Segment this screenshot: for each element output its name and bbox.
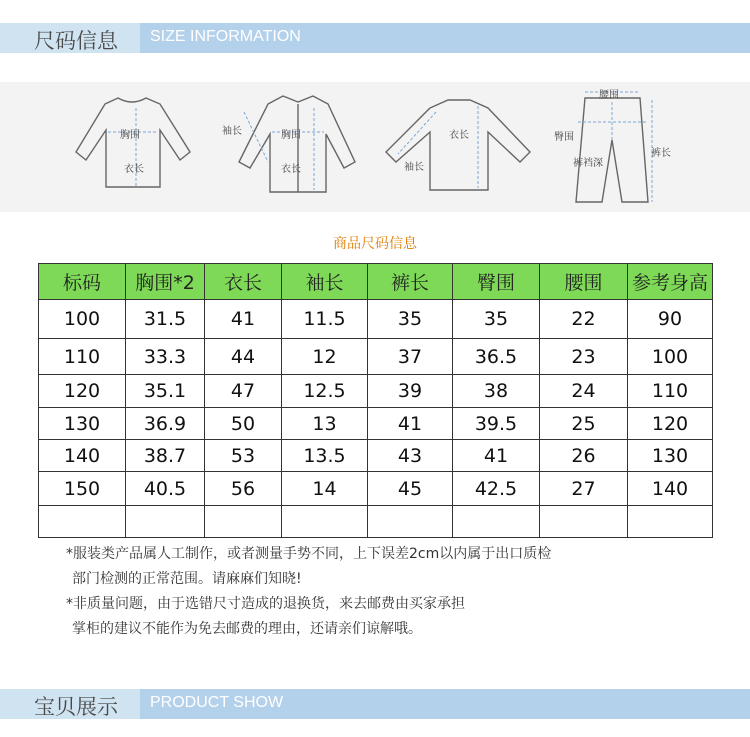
label-waist: 腰围	[599, 90, 619, 101]
label-pants-length: 裤长	[651, 148, 671, 159]
table-row-empty	[39, 506, 713, 538]
table-cell: 40.5	[126, 472, 205, 506]
table-cell: 11.5	[282, 300, 368, 339]
table-cell: 130	[628, 440, 713, 472]
table-cell: 31.5	[126, 300, 205, 339]
table-cell: 120	[628, 408, 713, 440]
table-cell	[453, 506, 540, 538]
table-row	[39, 339, 713, 375]
table-cell: 140	[39, 440, 126, 472]
table-cell: 35	[368, 300, 453, 339]
table-cell: 23	[540, 339, 628, 375]
table-cell: 25	[540, 408, 628, 440]
table-cell	[628, 506, 713, 538]
header-banner	[140, 689, 750, 719]
table-cell	[368, 506, 453, 538]
size-information-header	[0, 23, 750, 53]
table-cell: 13.5	[282, 440, 368, 472]
product-show-title-en: PRODUCT SHOW	[150, 694, 284, 711]
table-cell: 140	[628, 472, 713, 506]
table-cell: 14	[282, 472, 368, 506]
table-cell: 12.5	[282, 375, 368, 408]
product-show-header	[0, 689, 750, 719]
table-cell: 35	[453, 300, 540, 339]
table-cell: 120	[39, 375, 126, 408]
table-cell: 39	[368, 375, 453, 408]
table-cell: 41	[453, 440, 540, 472]
garment-diagrams	[0, 82, 750, 212]
table-cell: 38	[453, 375, 540, 408]
table-cell	[282, 506, 368, 538]
table-cell: 35.1	[126, 375, 205, 408]
label-rise: 裤裆深	[573, 158, 603, 169]
label-hip: 臀围	[554, 132, 574, 143]
table-cell: 38.7	[126, 440, 205, 472]
table-cell: 100	[39, 300, 126, 339]
table-cell: 36.9	[126, 408, 205, 440]
table-cell: 42.5	[453, 472, 540, 506]
table-cell	[39, 506, 126, 538]
table-cell: 90	[628, 300, 713, 339]
label-chest-2: 胸围	[281, 130, 301, 141]
table-cell: 22	[540, 300, 628, 339]
header-hip: 臀围	[453, 264, 540, 300]
table-cell: 37	[368, 339, 453, 375]
table-row	[39, 440, 713, 472]
size-table	[38, 263, 713, 538]
table-cell: 43	[368, 440, 453, 472]
header-height: 参考身高	[628, 264, 713, 300]
header-chest: 胸围*2	[126, 264, 205, 300]
table-cell: 50	[205, 408, 282, 440]
table-cell: 12	[282, 339, 368, 375]
label-length-2: 衣长	[281, 164, 301, 175]
table-cell	[205, 506, 282, 538]
header-banner	[140, 23, 750, 53]
header-waist: 腰围	[540, 264, 628, 300]
size-info-title-en: SIZE INFORMATION	[150, 28, 301, 45]
table-row	[39, 300, 713, 339]
table-cell: 110	[628, 375, 713, 408]
note-1-line-2: 部门检测的正常范围。请麻麻们知晓!	[72, 571, 302, 587]
header-size-code: 标码	[39, 264, 126, 300]
product-show-title-cn: 宝贝展示	[34, 695, 118, 719]
table-cell: 41	[205, 300, 282, 339]
note-2-line-2: 掌柜的建议不能作为免去邮费的理由，还请亲们谅解哦。	[72, 621, 422, 637]
table-row	[39, 375, 713, 408]
table-cell: 47	[205, 375, 282, 408]
size-info-title-cn: 尺码信息	[34, 29, 118, 53]
label-chest-1: 胸围	[120, 130, 140, 141]
label-length-1: 衣长	[124, 164, 144, 175]
garment-measurement-illustration	[0, 82, 750, 212]
table-cell: 24	[540, 375, 628, 408]
table-caption: 商品尺码信息	[333, 236, 417, 252]
shirt-outline	[239, 96, 355, 192]
table-cell: 13	[282, 408, 368, 440]
table-cell	[540, 506, 628, 538]
table-row	[39, 472, 713, 506]
label-sleeve-2: 袖长	[222, 126, 242, 137]
table-cell: 27	[540, 472, 628, 506]
table-header-row	[39, 264, 713, 300]
table-cell: 150	[39, 472, 126, 506]
header-pants-length: 裤长	[368, 264, 453, 300]
label-sleeve-3: 袖长	[404, 162, 424, 173]
note-2-line-1: *非质量问题，由于选错尺寸造成的退换货，来去邮费由买家承担	[66, 596, 465, 612]
table-cell	[126, 506, 205, 538]
table-cell: 53	[205, 440, 282, 472]
note-1-line-1: *服装类产品属人工制作，或者测量手势不同，上下误差2cm以内属于出口质检	[66, 546, 552, 562]
header-sleeve: 袖长	[282, 264, 368, 300]
table-row	[39, 408, 713, 440]
table-cell: 36.5	[453, 339, 540, 375]
table-cell: 39.5	[453, 408, 540, 440]
table-cell: 56	[205, 472, 282, 506]
table-cell: 130	[39, 408, 126, 440]
label-length-3: 衣长	[449, 130, 469, 141]
table-cell: 26	[540, 440, 628, 472]
raglan-outline	[386, 100, 530, 190]
table-cell: 45	[368, 472, 453, 506]
header-length: 衣长	[205, 264, 282, 300]
table-cell: 110	[39, 339, 126, 375]
table-cell: 44	[205, 339, 282, 375]
table-cell: 100	[628, 339, 713, 375]
table-cell: 33.3	[126, 339, 205, 375]
size-notes	[66, 542, 551, 642]
table-cell: 41	[368, 408, 453, 440]
